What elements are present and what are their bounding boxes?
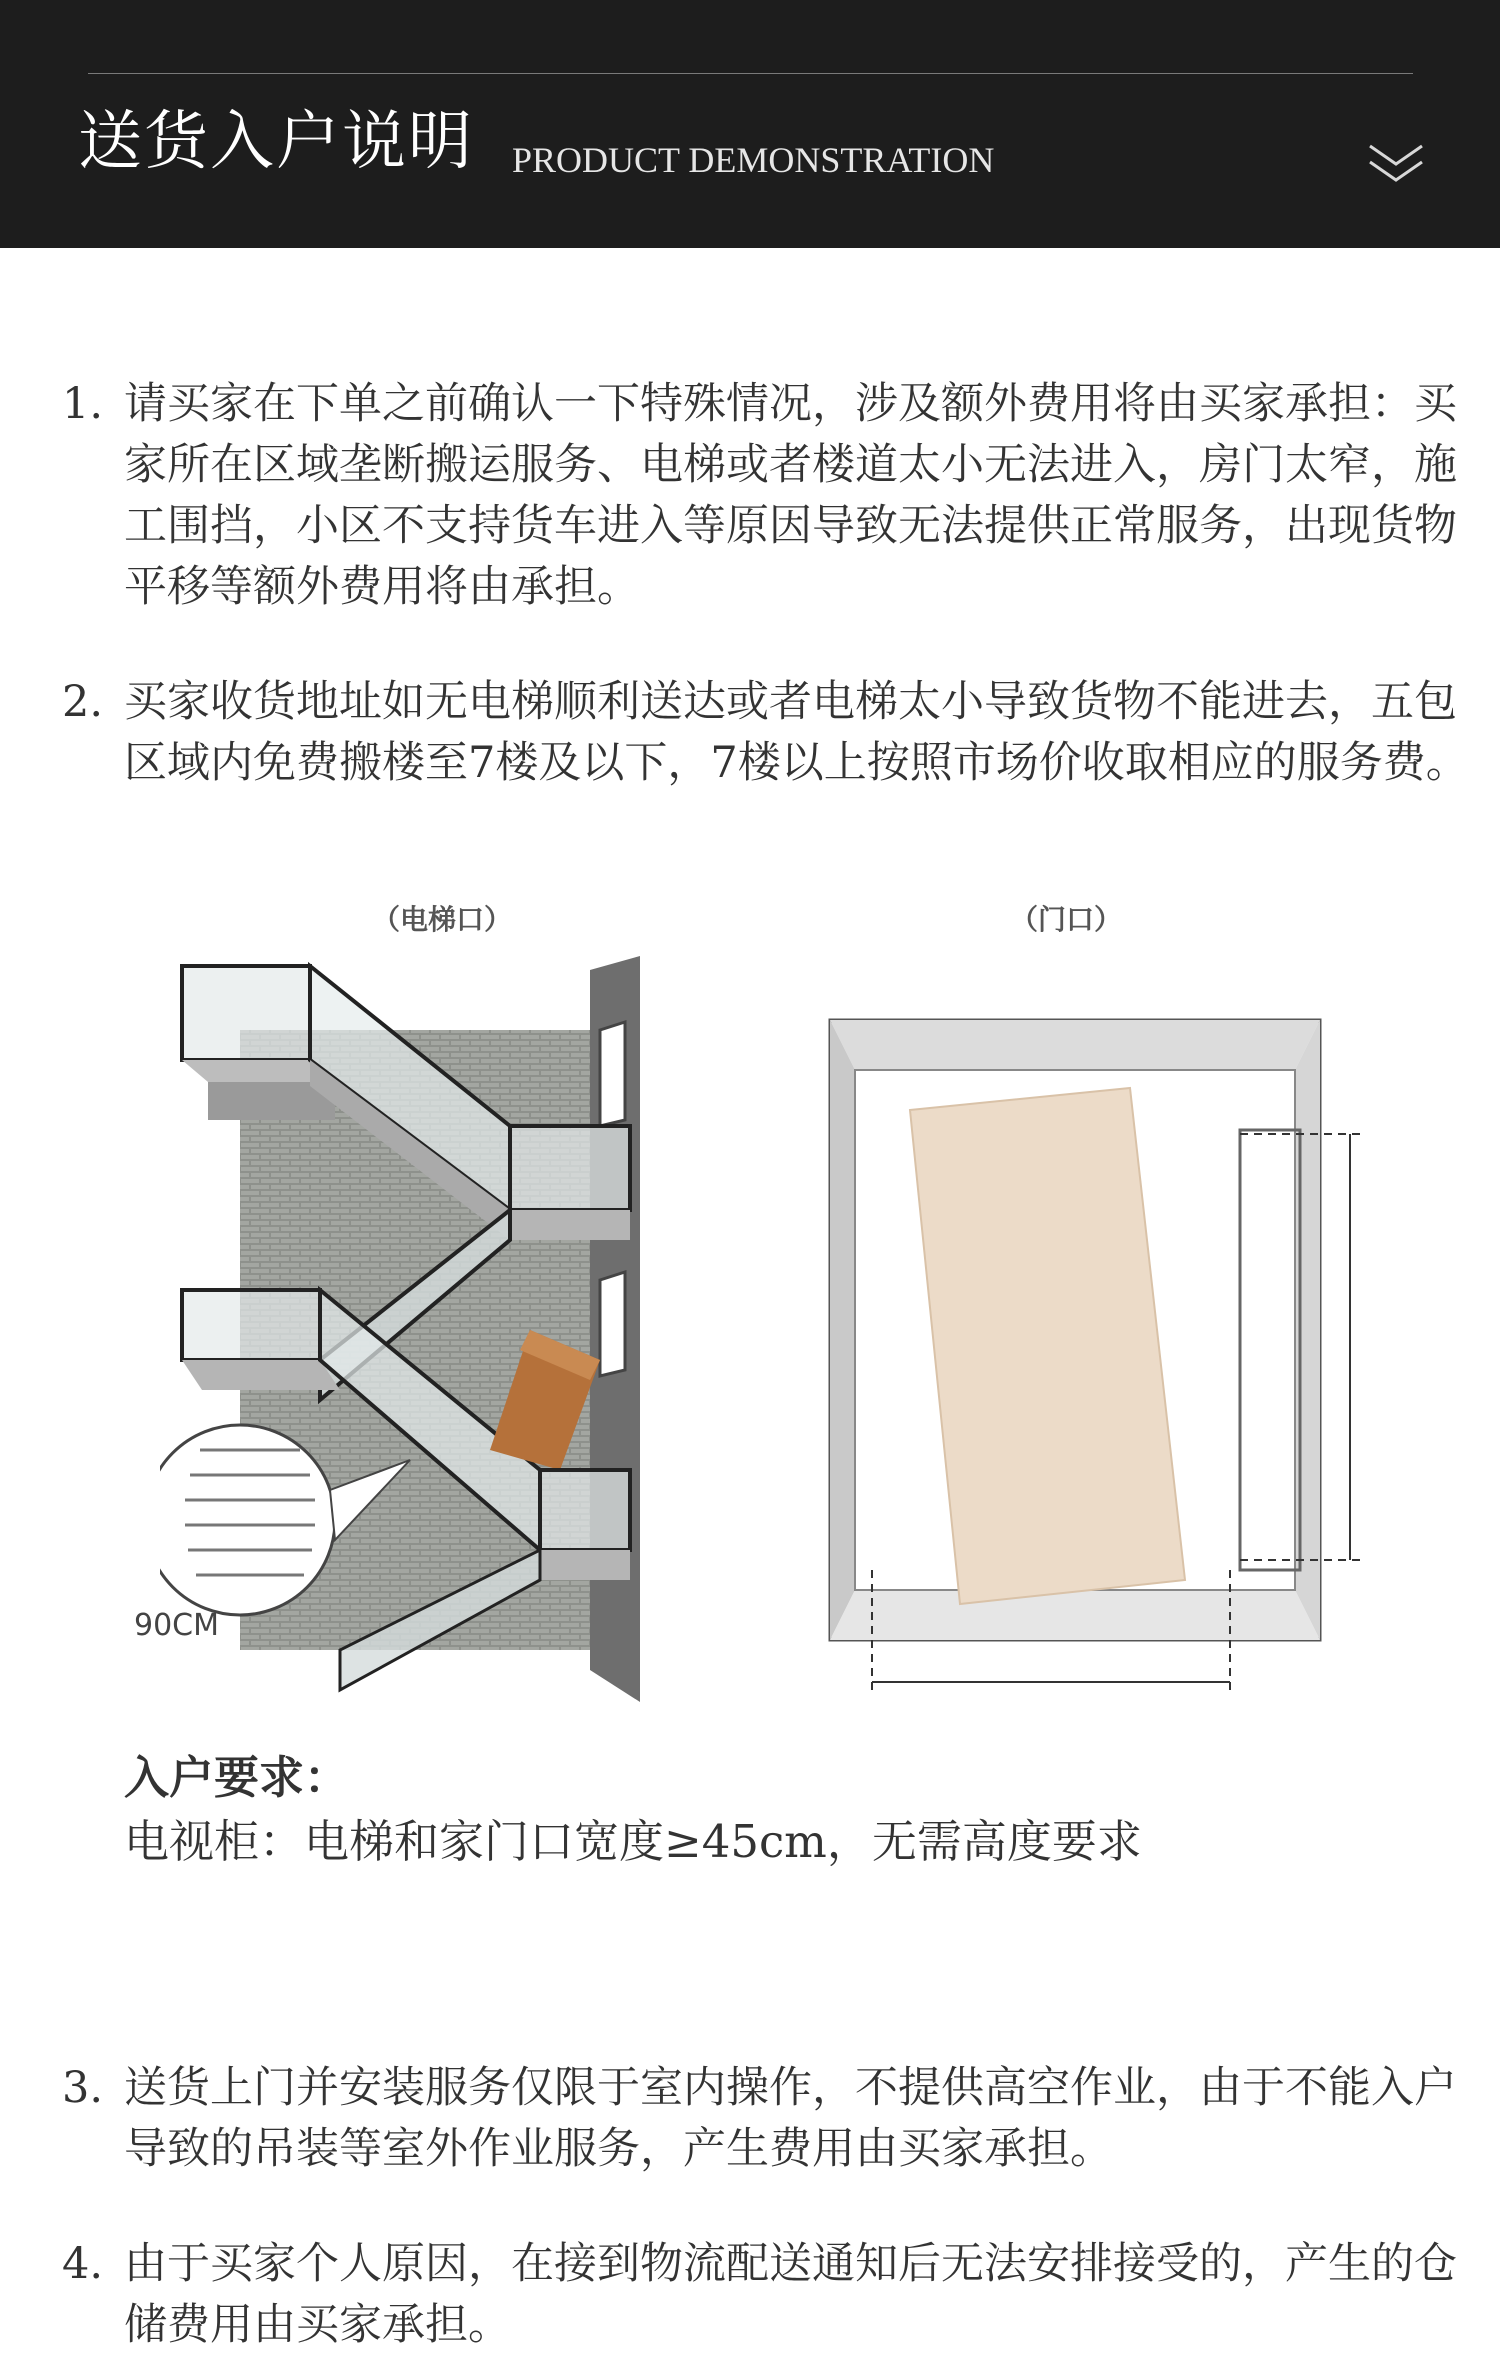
- dimension-label: 90CM: [134, 1608, 220, 1643]
- stair-figure-label: （电梯口）: [372, 903, 513, 936]
- header-divider: [88, 73, 1413, 74]
- doorway-illustration: [820, 1010, 1360, 1700]
- requirements-title: 入户要求：: [124, 1751, 350, 1804]
- door-figure-label: （门口）: [1010, 903, 1123, 936]
- item-number: 4.: [62, 2239, 104, 2289]
- item-number: 3.: [62, 2063, 104, 2113]
- header-title: 送货入户说明: [78, 105, 474, 179]
- list-item: [62, 2234, 1457, 2364]
- item-number: 1.: [62, 379, 104, 429]
- item-text: 送货上门并安装服务仅限于室内操作，不提供高空作业，由于不能入户导致的吊装等室外作业服务，产生费用由买家承担。: [124, 2063, 1457, 2174]
- list-item: [62, 2058, 1457, 2188]
- double-chevron-down-icon: [1366, 140, 1426, 186]
- item-number: 2.: [62, 677, 104, 727]
- list-item: [62, 374, 1457, 624]
- requirements-text: 电视柜：电梯和家门口宽度≥45cm，无需高度要求: [124, 1815, 1142, 1868]
- list-item: [62, 672, 1469, 862]
- staircase-illustration: [160, 950, 660, 1710]
- header-subtitle: PRODUCT DEMONSTRATION: [512, 140, 995, 180]
- item-text: 请买家在下单之前确认一下特殊情况，涉及额外费用将由买家承担：买家所在区域垄断搬运服务、电梯或者楼道太小无法进入，房门太窄，施工围挡，小区不支持货车进入等原因导致无法提供正常服务，出现货物平移等额外费用将由承担。: [124, 379, 1457, 612]
- item-text: 由于买家个人原因，在接到物流配送通知后无法安排接受的，产生的仓储费用由买家承担。: [124, 2239, 1457, 2350]
- page-header: [0, 0, 1500, 248]
- item-text: 买家收货地址如无电梯顺利送达或者电梯太小导致货物不能进去，五包区域内免费搬楼至7楼及以下，7楼以上按照市场价收取相应的服务费。: [124, 677, 1469, 788]
